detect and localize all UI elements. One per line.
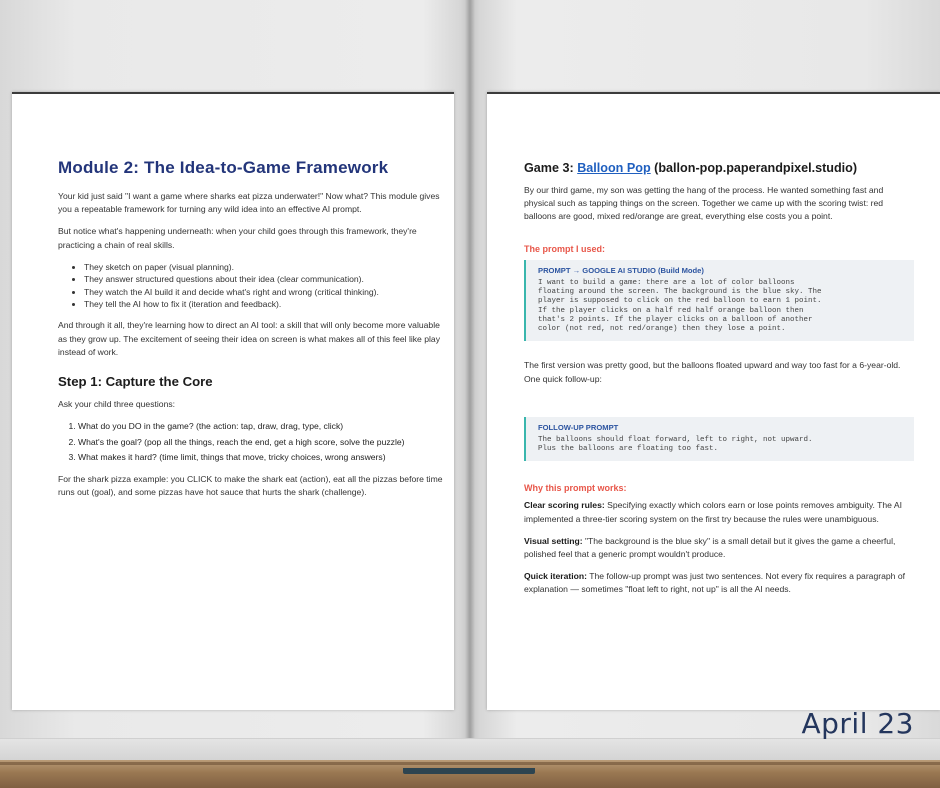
prompt-code: I want to build a game: there are a lot of color balloons floating around the screen. The background is the blue sky. The player is supposed to click on the red balloon to earn 1 point. If the player clicks on a half red half orange balloon then that's 2 points. If the player clicks on a balloon of another color (not red, not red/orange) then they lose a point. (538, 278, 822, 334)
skills-list (58, 261, 450, 311)
list-item (78, 420, 450, 433)
reason-lead: Quick iteration: (524, 571, 588, 582)
reason-text: The follow-up prompt was just two sentences. Not every fix requires a paragraph of explanation — sometimes "float left to right, not up" is all the AI needs. (524, 571, 905, 595)
question-text: What makes it hard? (78, 452, 157, 463)
ask-paragraph: Ask your child three questions: (58, 399, 176, 410)
reason-text: "The background is the blue sky" is a small detail but it gives the game a cheerful, polished feel that a generic prompt wouldn't produce. (524, 535, 896, 559)
followup-code: The balloons should float forward, left to right, not upward. Plus the balloons are floating too fast. (538, 435, 813, 454)
balloon-pop-link[interactable]: Balloon Pop (577, 161, 651, 175)
followup-header: FOLLOW-UP PROMPT (538, 422, 619, 432)
list-item: • They tell the AI how to fix it (iteration and feedback). (84, 298, 450, 310)
question-hint: (pop all the things, reach the end, get a high score, solve the puzzle) (144, 436, 405, 447)
game-intro-paragraph: By our third game, my son was getting the hang of the process. He wanted something fast and physical such as tapping things on the screen. Together we came up with the scoring twist: red balloons are good, mixed red/orange are great, everything else costs you a point. (524, 185, 884, 222)
reason-lead: Visual setting: (524, 535, 583, 546)
step-title: Step 1: Capture the Core (58, 374, 213, 390)
left-page-content (58, 158, 450, 508)
list-item (78, 436, 450, 449)
book-spine (465, 0, 475, 766)
question-text: What's the goal? (78, 436, 142, 447)
left-page (12, 92, 454, 710)
list-item (78, 451, 450, 464)
reason-lead: Clear scoring rules: (524, 500, 605, 511)
right-page (487, 92, 940, 710)
prompt-box (524, 260, 914, 342)
prompt-header: PROMPT → GOOGLE AI STUDIO (Build Mode) (538, 265, 704, 275)
first-version-paragraph: The first version was pretty good, but the balloons floated upward and way too fast for a 6-year-old. One quick follow-up: (524, 360, 901, 384)
question-text: What do you DO in the game? (78, 421, 194, 432)
bookmark-ribbon (403, 768, 535, 774)
question-hint: (time limit, things that move, tricky choices, wrong answers) (159, 452, 386, 463)
prompt-label: The prompt I used: (524, 243, 605, 254)
game-title-prefix: Game 3: (524, 161, 578, 175)
why-label: Why this prompt works: (524, 483, 627, 494)
reason-text: Specifying exactly which colors earn or lose points removes ambiguity. The AI implemented a three-tier scoring system on the first try because the rules were unambiguous. (524, 500, 902, 524)
underneath-paragraph: But notice what's happening underneath: when your child goes through this framework, they're practicing a chain of real skills. (58, 226, 417, 250)
list-item: • They watch the AI build it and decide what's right and wrong (critical thinking). (84, 286, 450, 298)
through-paragraph: And through it all, they're learning how to direct an AI tool: a skill that will only become more valuable as they grow up. The excitement of seeing their idea on screen is what makes all of this feel like play instead of work. (58, 320, 440, 357)
list-item: • They answer structured questions about their idea (clear communication). (84, 273, 450, 285)
right-page-content (524, 161, 914, 606)
questions-list (58, 420, 450, 464)
shelf-edge (0, 762, 940, 765)
intro-paragraph: Your kid just said "I want a game where sharks eat pizza underwater!" Now what? This module gives you a repeatable framework for turning any wild idea into an effective AI prompt. (58, 191, 440, 215)
game-title (524, 161, 914, 175)
reason-paragraph (524, 499, 914, 525)
question-hint: (the action: tap, draw, drag, type, click) (196, 421, 344, 432)
example-paragraph: For the shark pizza example: you CLICK to make the shark eat (action), eat all the pizzas before time runs out (goal), and some pizzas have hot sauce that hurts the shark (challenge). (58, 474, 443, 498)
reason-paragraph (524, 570, 914, 596)
followup-box (524, 417, 914, 462)
list-item: • They sketch on paper (visual planning). (84, 261, 450, 273)
reason-paragraph (524, 535, 914, 561)
game-title-url: (ballon-pop.paperandpixel.studio) (650, 161, 858, 175)
date-label: April 23 (801, 707, 914, 740)
module-title: Module 2: The Idea-to-Game Framework (58, 158, 389, 177)
